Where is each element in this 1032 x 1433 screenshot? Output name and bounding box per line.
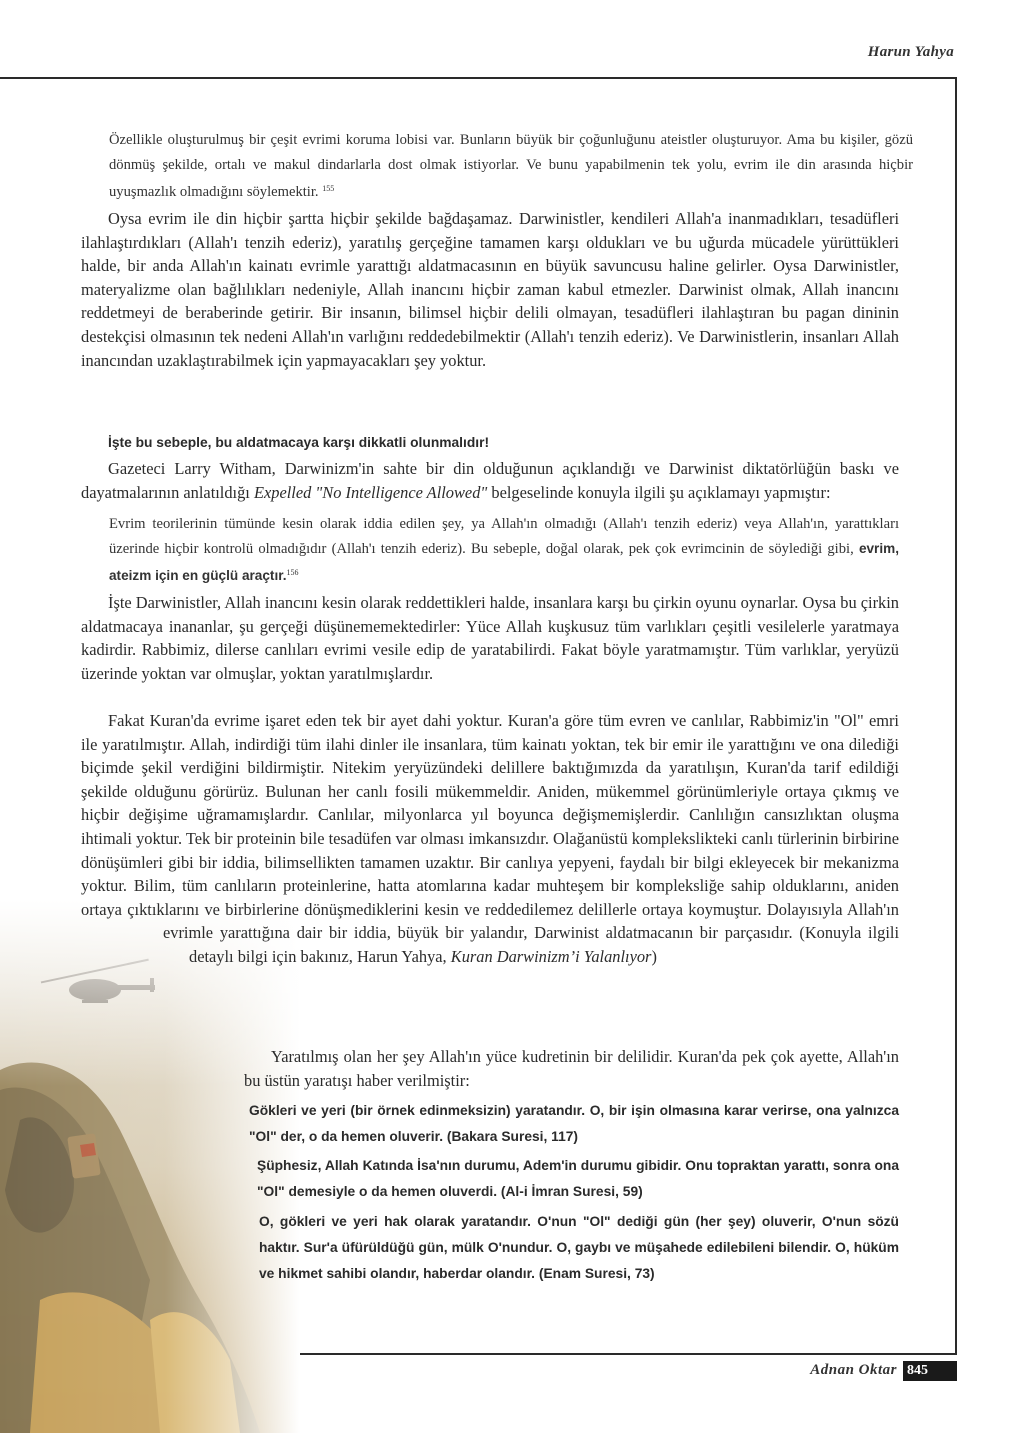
paragraph-3: İşte Darwinistler, Allah inancını kesin olarak reddettikleri halde, insanlara karşı bu çirkin oyunu oynarlar. Oysa bu çirkin aldatmacaya inananlar, şu gerçeği düşünememektedirler: Yüce Allah kuşkusuz tüm varlıkları çeşitli vesilelerle yaratmaya kadirdir. Rabbimiz, dilerse canlıları evrimi vesile edip de yaratabilirdi. Fakat böyle yaratmamıştır. Tüm varlıklar, yeryüzü üzerinde yoktan var olmuşlar, yoktan yaratılmışlardır. [81, 593, 899, 683]
footnote-156: 156 [286, 568, 299, 577]
verse-al-i-imran-59: Şüphesiz, Allah Katında İsa'nın durumu, Adem'in durumu gibidir. Onu topraktan yarattı, sonra ona "Ol" demesiyle o da hemen oluverdi. (Al-i İmran Suresi, 59) [257, 1158, 899, 1199]
paragraph-2-intro: Gazeteci Larry Witham, Darwinizm'in sahte bir din olduğunun açıklandığı ve Darwinist diktatörlüğün baskı ve dayatmalarının anlatıldığı [81, 459, 899, 502]
warning-lead: İşte bu sebeple, bu aldatmacaya karşı dikkatli olunmalıdır! [108, 435, 490, 450]
verse-enam-73: O, gökleri ve yeri hak olarak yaratandır. O'nun "Ol" dediği gün (her şey) oluverir, O'nun sözü haktır. Sur'a üfürüldüğü gün, mülk O'nundur. O, gaybı ve müşahede edilebileni bilendir. O, hüküm ve hikmet sahibi olandır, haberdar olandır. (Enam Suresi, 73) [259, 1214, 899, 1281]
paragraph-1: Oysa evrim ile din hiçbir şartta hiçbir şekilde bağdaşamaz. Darwinistler, kendileri Allah'a inanmadıkları, tesadüfleri ilahlaştırdıkları (Allah'ı tenzih ederiz), yaratılış gerçeğine tamamen karşı oldukları ve bu uğurda mücadele yürüttükleri halde, bir anda Allah'ın kainatı evrimle yarattığı aldatmacasının en büyük savuncusu haline gelirler. Oysa Darwinistler, materyalizme olan bağlılıkları nedeniyle, Allah inancını hiçbir zaman kabul etmezler. Darwinist olmak, Allah inancını reddetmeyi de beraberinde getirir. Bir insanın, bilimsel hiçbir delili olmayan, tesadüfleri ilahlaştıran bu pagan dininin destekçisi olmasının tek nedeni Allah'ın varlığını reddedebilmektir (Allah'ı tenzih ederiz). Ve Darwinistlerin, insanları Allah inancından uzaklaştırabilmek için yapmayacakları şey yoktur. [81, 209, 899, 370]
page-number: 845 [903, 1361, 957, 1381]
running-title: Harun Yahya [867, 44, 954, 60]
paragraph-4-text: Fakat Kuran'da evrime işaret eden tek bir ayet dahi yoktur. Kuran'a göre tüm evren ve canlılar, Rabbimiz'in "Ol" emri ile yaratılmıştır. Allah, indirdiği tüm ilahi dinler ile insanlara, tüm kainatı yoktan, tek bir emir ile yarattığını ve ona dilediği biçimde şekil verdiğini bildirmiştir. Nitekim yeryüzündeki delillere baktığımızda da yaratılışın, Kuran'da tarif edildiği şekilde olduğunu görürüz. Bulunan her canlı fosili mükemmeldir. Aniden, mükemmel görünümleriyle ortaya çıkmış ve hiçbir değişime uğramamışlardır. Canlılar, milyonlarca yıl boyunca değişmemişlerdir. Canlılığın cansızlıktan oluşma ihtimali yoktur. Tek bir proteinin bile tesadüfen var olması imkansızdır. Olağanüstü komplekslikteki canlı türlerinin birbirine dönüşümleri gibi bir iddia, bilimsellikten tamamen uzaktır. Bir canlıya yepyeni, faydalı bir bilgi ekleyecek bir mekanizma yoktur. Bilim, tüm canlıların proteinlerine, hatta atomlarına kadar muhteşem bir kompleksliğe sahip olduklarını, aniden ortaya çıktıklarını ve birbirlerine dönüşmediklerini kesin ve reddedilemez delillerle ortaya koymuştur. Dolayısıyla Allah'ın evrimle yarattığına dair bir iddia, büyük bir yalandır, Darwinist aldatmacanın bir parçasıdır. (Konuyla ilgili detaylı bilgi için bakınız, Harun Yahya, [81, 711, 899, 966]
paragraph-4-close: ) [651, 946, 657, 966]
quote-block-2 [109, 512, 899, 589]
quote-2-bold: evrim, ateizm için en güçlü araçtır. [109, 540, 899, 583]
frame-right-rule [955, 77, 957, 1354]
paragraph-5: Yaratılmış olan her şey Allah'ın yüce kudretinin bir delilidir. Kuran'da pek çok ayette, Allah'ın bu üstün yaratışı haber verilmiştir: [244, 1047, 899, 1090]
quote-2-text: Evrim teorilerinin tümünde kesin olarak iddia edilen şey, ya Allah'ın olmadığı (Allah'ı tenzih ederiz) veya Allah'ın, yarattıkları üzerinde hiçbir kontrolü olmadığıdır (Allah'ı tenzih ederiz). Bu sebeple, doğal olarak, pek çok evrimcinin de söylediği gibi, [109, 516, 899, 557]
paragraph-2-outro: belgeselinde konuyla ilgili şu açıklamayı yapmıştır: [491, 482, 831, 502]
book-title: Kuran Darwinizm’i Yalanlıyor [450, 946, 652, 966]
quote-block-1 [109, 128, 913, 205]
footnote-155: 155 [322, 184, 335, 193]
quote-1-text: Özellikle oluşturulmuş bir çeşit evrimi koruma lobisi var. Bunların büyük bir çoğunluğunu ateistler oluşturuyor. Ama bu kişiler, gözü dönmüş şekilde, ortalı ve makul dindarlarla dost olmak istiyorlar. Ve bunu yapabilmenin tek yolu, evrim ile din arasında hiçbir uyuşmazlık olmadığını söylemektir. [109, 132, 913, 200]
documentary-title: Expelled "No Intelligence Allowed" [253, 482, 488, 502]
verse-bakara-117: Gökleri ve yeri (bir örnek edinmeksizin) yaratandır. O, bir işin olmasına karar verirse, ona yalnızca "Ol" der, o da hemen oluverir. (Bakara Suresi, 117) [249, 1103, 899, 1144]
footer-author: Adnan Oktar [810, 1362, 897, 1378]
paragraph-2 [81, 457, 899, 504]
footer-rule [230, 1353, 957, 1355]
header-rule [0, 77, 956, 79]
